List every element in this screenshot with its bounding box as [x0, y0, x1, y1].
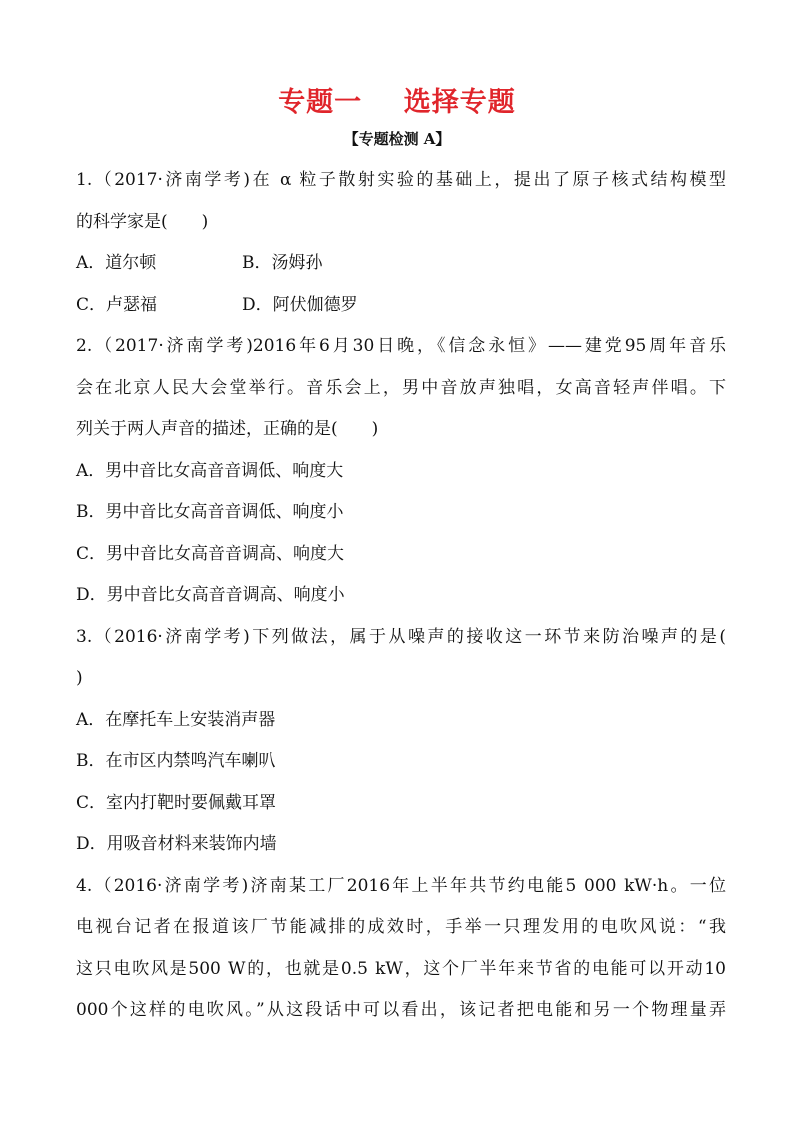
q4-stem-line-4: 000个这样的电吹风。”从这段话中可以看出，该记者把电能和另一个物理量弄: [76, 1000, 726, 1020]
q1-option-b: B．汤姆孙: [242, 253, 323, 273]
q3-option-c: C．室内打靶时要佩戴耳罩: [76, 792, 277, 813]
q4-stem-line-3: 这只电吹风是500 W的，也就是0.5 kW，这个厂半年来节省的电能可以开动10: [76, 958, 726, 979]
page-title: 专题一 选择专题: [278, 87, 516, 118]
q3-option-d: D．用吸音材料来装饰内墙: [76, 834, 277, 854]
q2-option-b: B．男中音比女高音音调低、响度小: [76, 502, 344, 522]
q3-stem-line-2: ): [76, 668, 83, 688]
q2-option-a: A．男中音比女高音音调低、响度大: [76, 460, 344, 481]
q2-option-d: D．男中音比女高音音调高、响度小: [76, 585, 345, 605]
q3-option-b: B．在市区内禁鸣汽车喇叭: [76, 751, 276, 771]
q1-option-c: C．卢瑟福: [76, 294, 158, 315]
question-list: [76, 166, 726, 1038]
q2-stem-line-3: 列关于两人声音的描述，正确的是( ): [76, 419, 379, 439]
q1-option-d: D．阿伏伽德罗: [242, 294, 358, 315]
q2-option-c: C．男中音比女高音音调高、响度大: [76, 543, 345, 564]
q3-stem-line-1: 3.（2016·济南学考)下列做法，属于从噪声的接收这一环节来防治噪声的是(: [76, 626, 726, 647]
q1-option-a: A．道尔顿: [76, 253, 157, 273]
q4-stem-line-2: 电视台记者在报道该厂节能减排的成效时，手举一只理发用的电吹风说：“我: [76, 917, 726, 937]
q1-stem-line-2: 的科学家是( ): [76, 211, 209, 232]
q3-option-a: A．在摩托车上安装消声器: [76, 709, 276, 730]
q2-stem-line-2: 会在北京人民大会堂举行。音乐会上，男中音放声独唱，女高音轻声伴唱。下: [76, 377, 726, 398]
q1-stem-line-1: 1.（2017·济南学考)在 α 粒子散射实验的基础上，提出了原子核式结构模型: [76, 170, 726, 190]
q2-stem-line-1: 2.（2017·济南学考)2016年6月30日晚，《信念永恒》——建党95周年音乐: [76, 336, 726, 356]
q1-options-row-2: [76, 291, 726, 333]
q4-stem-line-1: 4.（2016·济南学考)济南某工厂2016年上半年共节约电能5 000 kW·h。一位: [76, 875, 726, 896]
q1-options-row-1: [76, 249, 726, 291]
section-subtitle: 【专题检测 A】: [343, 130, 451, 148]
